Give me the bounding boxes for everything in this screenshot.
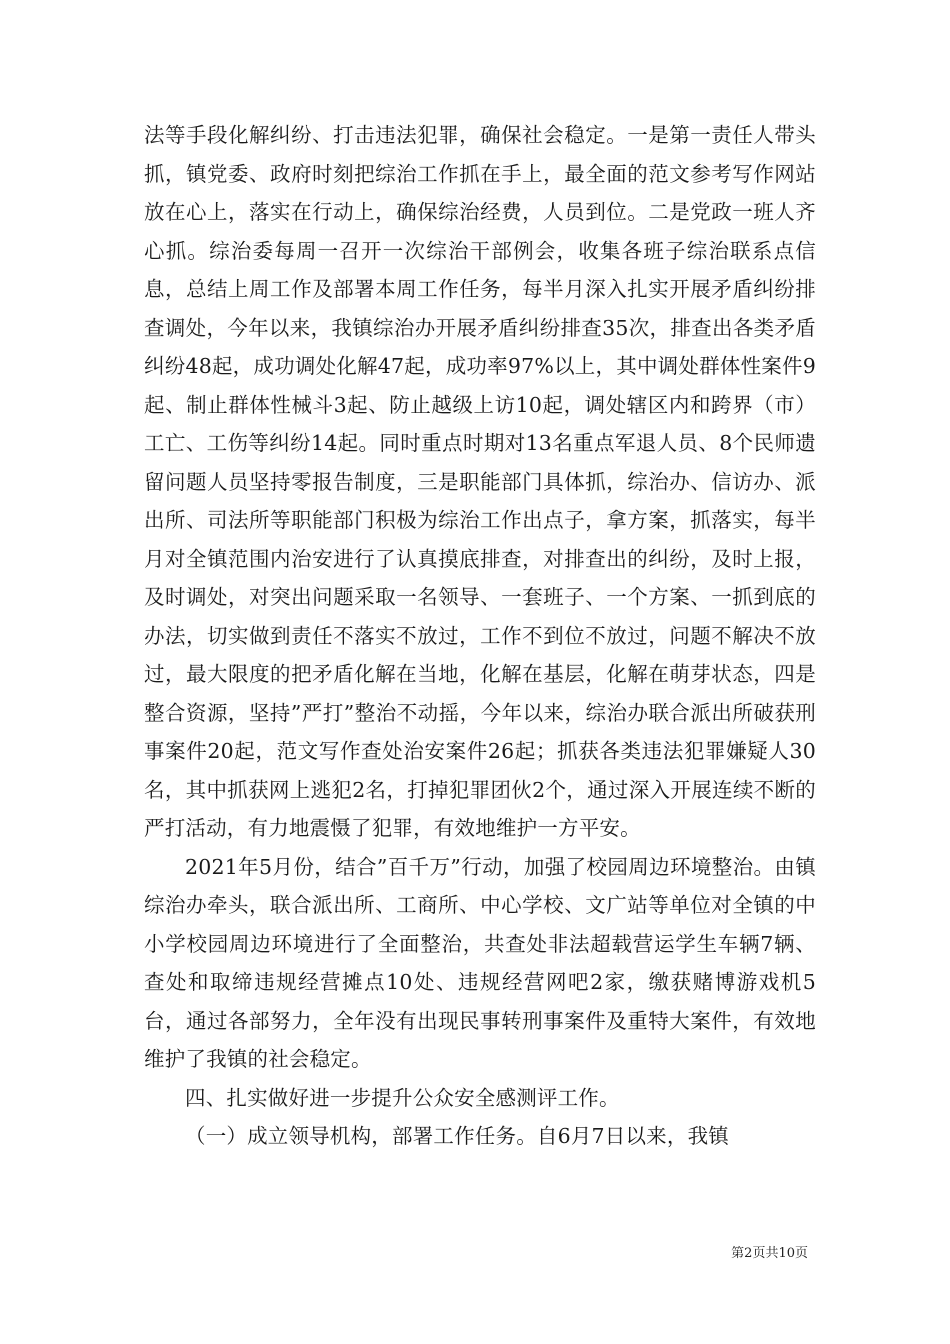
document-body — [144, 116, 816, 1156]
page-number-footer: 第2页共10页 — [731, 1246, 808, 1261]
paragraph-3-heading: 四、扎实做好进一步提升公众安全感测评工作。 — [185, 1085, 620, 1110]
paragraph-4: （一）成立领导机构，部署工作任务。自6月7日以来，我镇 — [185, 1124, 729, 1148]
paragraph-2: 2021年5月份，结合”百千万”行动，加强了校园周边环境整治。由镇综治办牵头，联合派出所、工商所、中心学校、文广站等单位对全镇的中小学校园周边环境进行了全面整治，共查处非法超载营运学生车辆7辆、查处和取缔违规经营摊点10处、违规经营网吧2家，缴获赌博游戏机5台，通过各部努力，全年没有出现民事转刑事案件及重特大案件，有效地维护了我镇的社会稳定。 — [144, 854, 816, 1071]
paragraph-1: 法等手段化解纠纷、打击违法犯罪，确保社会稳定。一是第一责任人带头抓，镇党委、政府时刻把综治工作抓在手上，最全面的范文参考写作网站放在心上，落实在行动上，确保综治经费，人员到位。二是党政一班人齐心抓。综治委每周一召开一次综治干部例会，收集各班子综治联系点信息，总结上周工作及部署本周工作任务，每半月深入扎实开展矛盾纠纷排查调处，今年以来，我镇综治办开展矛盾纠纷排查35次，排查出各类矛盾纠纷48起，成功调处化解47起，成功率97%以上，其中调处群体性案件9起、制止群体性械斗3起、防止越级上访10起，调处辖区内和跨界（市）工亡、工伤等纠纷14起。同时重点时期对13名重点军退人员、8个民师遗留问题人员坚持零报告制度，三是职能部门具体抓，综治办、信访办、派出所、司法所等职能部门积极为综治工作出点子，拿方案，抓落实，每半月对全镇范围内治安进行了认真摸底排查，对排查出的纠纷，及时上报，及时调处，对突出问题采取一名领导、一套班子、一个方案、一抓到底的办法，切实做到责任不落实不放过，工作不到位不放过，问题不解决不放过，最大限度的把矛盾化解在当地，化解在基层，化解在萌芽状态，四是整合资源，坚持”严打”整治不动摇，今年以来，综治办联合派出所破获刑事案件20起，范文写作查处治安案件26起；抓获各类违法犯罪嫌疑人30名，其中抓获网上逃犯2名，打掉犯罪团伙2个，通过深入开展连续不断的严打活动，有力地震慑了犯罪，有效地维护一方平安。 — [144, 123, 816, 840]
